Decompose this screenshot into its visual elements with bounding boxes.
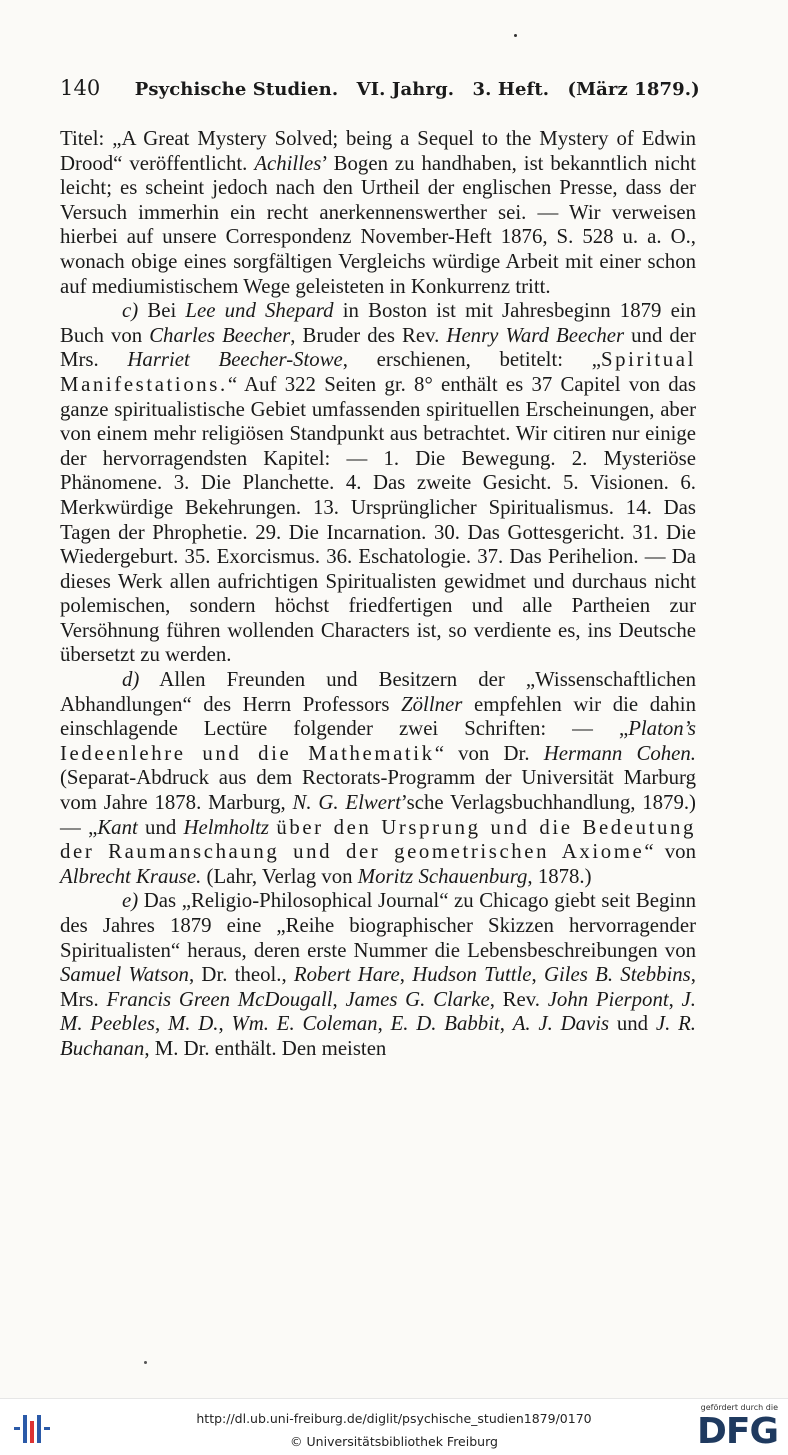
- italic-run: Moritz Schauenburg: [357, 864, 528, 888]
- italic-run: Achilles: [254, 151, 322, 175]
- text-run: , Rev.: [489, 987, 548, 1011]
- text-run: “ von: [644, 840, 696, 864]
- italic-run: Francis Green McDougall: [106, 987, 333, 1011]
- text-run: , erschienen, betitelt: „: [342, 348, 601, 372]
- italic-run: c): [122, 299, 139, 323]
- viewer-footer: [0, 1398, 788, 1455]
- text-run: und: [609, 1012, 656, 1036]
- italic-run: Helmholtz: [183, 815, 270, 839]
- body-text: [60, 127, 696, 1062]
- text-run: , Dr. theol.,: [188, 963, 294, 987]
- text-run: Titel: „A Great Mystery Solved; being a Sequel to the Mystery of Edwin Drood“ veröffentlicht.: [60, 127, 696, 175]
- italic-run: Kant: [97, 815, 138, 839]
- spaced-run: Iedeenlehre und die Mathematik: [60, 741, 435, 765]
- italic-run: J. R. Buchanan: [60, 1012, 696, 1060]
- italic-run: e): [122, 889, 139, 913]
- italic-run: Hermann Cohen.: [543, 741, 696, 765]
- text-run: ,: [499, 1012, 513, 1036]
- text-run: empfehlen wir die dahin einschlagende Lectüre folgender zwei Schriften: — „: [60, 692, 696, 741]
- text-run: Bei: [138, 299, 186, 323]
- italic-run: E. D. Babbit: [390, 1012, 500, 1036]
- italic-run: Hudson Tuttle: [412, 963, 532, 987]
- paragraph-e-journal: [60, 889, 696, 1061]
- text-run: , 1878.): [527, 864, 592, 888]
- text-run: ,: [332, 987, 346, 1011]
- issue-number: 3. Heft.: [472, 79, 550, 100]
- scan-speck: [144, 1361, 147, 1364]
- dfg-logo: DFG: [696, 1411, 778, 1452]
- text-run: ,: [377, 1012, 391, 1036]
- text-run: (Lahr, Verlag von: [201, 864, 358, 888]
- journal-title: Psychische Studien.: [134, 79, 339, 100]
- text-run: Allen Freunden und Besitzern der „Wissenschaftlichen Abhandlungen“ des Herrn Professors: [60, 668, 696, 716]
- italic-run: Wm. E. Coleman: [231, 1012, 378, 1036]
- spaced-run: über den Ursprung und die Bedeutung der Raumanschaung und der geometrischen Axiome: [60, 815, 696, 864]
- italic-run: Henry Ward Beecher: [446, 323, 625, 347]
- text-run: und: [137, 815, 184, 839]
- italic-run: A. J. Davis: [512, 1012, 610, 1036]
- text-run: ,: [531, 963, 544, 987]
- spaced-run: Spiritual Manifestations.: [60, 348, 696, 396]
- text-run: (Separat-Abdruck aus dem Rectorats-Programm der Universität Marburg vom Jahre 1878. Marburg,: [60, 766, 696, 815]
- italic-run: Samuel Watson: [60, 963, 189, 987]
- copyright-notice: © Universitätsbibliothek Freiburg: [290, 1434, 498, 1449]
- italic-run: Robert Hare: [293, 963, 400, 987]
- text-run: ’ Bogen zu handhaben, ist bekanntlich nicht leicht; es scheint jedoch nach den Urtheil der englischen Presse, dass der Versuch immerhin ein recht anerkennenswerther sei. — Wir verweisen hierbei auf unsere Correspondenz November-Heft 1876, S. 528 u. a. O., wonach obige eines sorgfältigen Vergleichs würdige Arbeit mit einer schon auf mediumistischem Wege geleisteten in Konkurrenz tritt.: [60, 151, 696, 298]
- italic-run: Harriet Beecher-Stowe: [127, 348, 343, 372]
- italic-run: Zöllner: [401, 692, 463, 716]
- italic-run: N. G. Elwert: [292, 791, 401, 815]
- page-number: 140: [60, 76, 101, 100]
- text-run: “ Auf 322 Seiten gr. 8° enthält es 37 Capitel von das ganze spiritualistische Gebiet umfassenden spirituellen Erscheinungen, aber von einem mehr religiösen Standpunkt aus betrachtet. Wir citiren nur einige der hervorragendsten Kapitel: — 1. Die Bewegung. 2. Mysteriöse Phänomene. 3. Die Planchette. 4. Das zweite Gesicht. 5. Visionen. 6. Merkwürdige Bekehrungen. 13. Ursprünglicher Spiritualismus. 14. Das Tagen der Phrophetie. 29. Die Incarnation. 30. Das Gottesgericht. 31. Die Wiedergeburt. 35. Exorcismus. 36. Eschatologie. 37. Das Perihelion. — Da dieses Werk allen aufrichtigen Spiritualisten gewidmet und durchaus nicht polemischen, sondern höchst friedfertigen und alle Partheien zur Versöhnung führen wollenden Characters ist, so verdiente es, ins Deutsche übersetzt zu werden.: [60, 372, 696, 667]
- paragraph-c-beecher: [60, 299, 696, 668]
- text-run: und der Mrs.: [60, 323, 696, 372]
- text-run: ’sche Verlagsbuchhandlung, 1879.) — „: [60, 791, 696, 839]
- text-run: in Boston ist mit Jahresbeginn 1879 ein Buch von: [60, 299, 696, 347]
- italic-run: J. M. Peebles: [60, 987, 696, 1036]
- paragraph-title-continued: [60, 127, 696, 299]
- issue-date: (März 1879.): [567, 79, 700, 100]
- italic-run: Charles Beecher: [149, 323, 291, 347]
- italic-run: Albrecht Krause.: [60, 864, 202, 888]
- permalink-url[interactable]: http://dl.ub.uni-freiburg.de/diglit/psychische_studien1879/0170: [196, 1411, 592, 1426]
- italic-run: Giles B. Stebbins: [543, 963, 691, 987]
- italic-run: M. D.: [167, 1012, 219, 1036]
- text-run: , M. Dr. enthält. Den meisten: [144, 1036, 387, 1060]
- text-run: ,: [218, 1012, 232, 1036]
- text-run: Das „Religio-Philosophical Journal“ zu Chicago giebt seit Beginn des Jahres 1879 eine „Reihe biographischer Skizzen hervorragender Spiritualisten“ heraus, deren erste Nummer die Lebensbeschreibungen von: [60, 889, 696, 962]
- italic-run: Lee und Shepard: [185, 299, 334, 323]
- scan-speck: [514, 34, 517, 37]
- text-run: , Bruder des Rev.: [290, 323, 447, 347]
- text-run: ,: [399, 963, 413, 987]
- text-run: , Mrs.: [60, 963, 696, 1011]
- italic-run: John Pierpont: [547, 987, 669, 1011]
- volume-year: VI. Jahrg.: [356, 79, 455, 100]
- paragraph-d-zoellner: [60, 668, 696, 889]
- italic-run: d): [122, 668, 140, 692]
- text-run: ,: [154, 1012, 168, 1036]
- funder-note: gefördert durch die: [700, 1403, 778, 1412]
- italic-run: James G. Clarke: [345, 987, 490, 1011]
- running-head: [60, 76, 700, 100]
- text-run: ,: [668, 987, 682, 1011]
- italic-run: Platon’s: [628, 717, 696, 741]
- text-run: “ von Dr.: [434, 741, 544, 765]
